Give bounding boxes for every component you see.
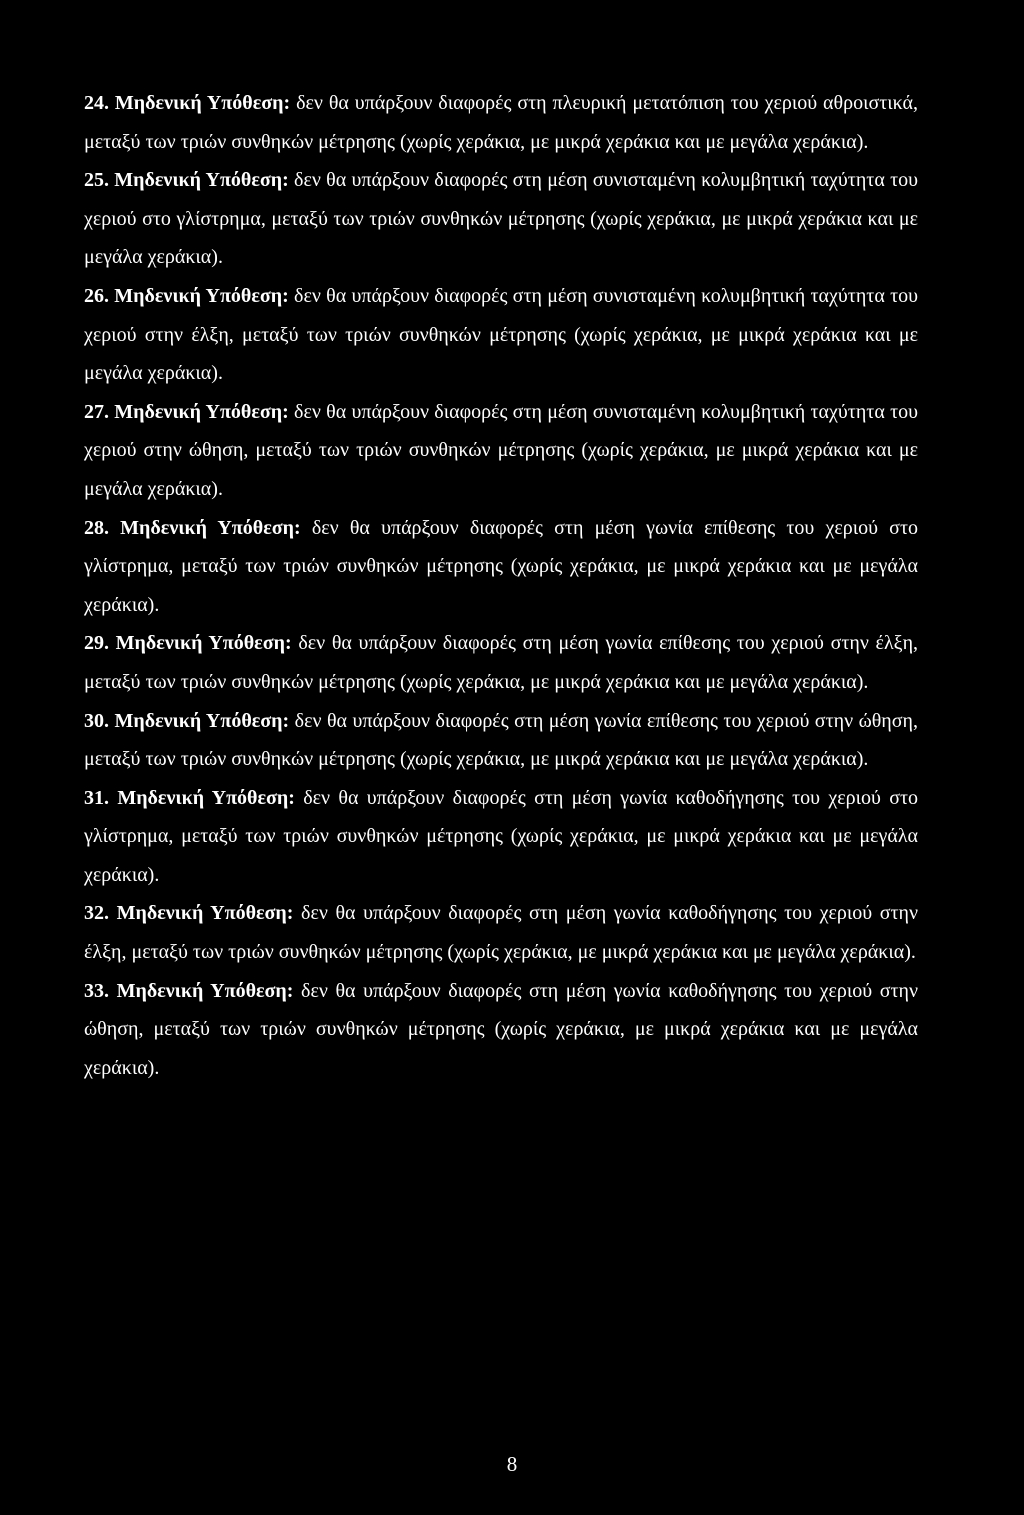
hypothesis-item <box>84 277 918 393</box>
hypothesis-label: Μηδενική Υπόθεση: <box>114 92 291 114</box>
hypothesis-text: δεν θα υπάρξουν διαφορές στη πλευρική μετατόπιση του χεριού αθροιστικά, μεταξύ των τριών συνθηκών μέτρησης (χωρίς χεράκια, με μικρά χεράκια και με μεγάλα χεράκια). <box>84 92 919 153</box>
hypothesis-label: Μηδενική Υπόθεση: <box>114 400 289 423</box>
hypothesis-label: Μηδενική Υπόθεση: <box>116 902 294 925</box>
hypothesis-item <box>84 624 918 701</box>
hypothesis-label: Μηδενική Υπόθεση: <box>116 979 294 1002</box>
hypothesis-label: Μηδενική Υπόθεση: <box>117 786 295 809</box>
hypothesis-number: 32. <box>84 902 109 925</box>
hypothesis-number: 25. <box>84 169 109 192</box>
hypothesis-number: 28. <box>84 516 109 539</box>
hypothesis-text: δεν θα υπάρξουν διαφορές στη μέση γωνία επίθεσης του χεριού στην ώθηση, μεταξύ των τριών συνθηκών μέτρησης (χωρίς χεράκια, με μικρά χεράκια και με μεγάλα χεράκια). <box>84 709 919 771</box>
hypothesis-item <box>84 84 918 161</box>
hypothesis-text: δεν θα υπάρξουν διαφορές στη μέση γωνία επίθεσης του χεριού στην έλξη, μεταξύ των τριών συνθηκών μέτρησης (χωρίς χεράκια, με μικρά χεράκια και με μεγάλα χεράκια). <box>84 632 919 693</box>
hypothesis-number: 29. <box>84 632 109 655</box>
hypothesis-label: Μηδενική Υπόθεση: <box>115 632 292 655</box>
hypothesis-label: Μηδενική Υπόθεση: <box>114 709 290 732</box>
hypothesis-label: Μηδενική Υπόθεση: <box>120 516 301 539</box>
hypothesis-text: δεν θα υπάρξουν διαφορές στη μέση γωνία καθοδήγησης του χεριού στην ώθηση, μεταξύ των τριών συνθηκών μέτρησης (χωρίς χεράκια, με μικρά χεράκια και με μεγάλα χεράκια). <box>84 979 919 1079</box>
hypothesis-text: δεν θα υπάρξουν διαφορές στη μέση συνισταμένη κολυμβητική ταχύτητα του χεριού στο γλίστρημα, μεταξύ των τριών συνθηκών μέτρησης (χωρίς χεράκια, με μικρά χεράκια και με μεγάλα χεράκια). <box>84 169 919 269</box>
null-hypotheses-list <box>84 84 918 1087</box>
hypothesis-item <box>84 894 918 971</box>
hypothesis-label: Μηδενική Υπόθεση: <box>114 284 289 307</box>
hypothesis-text: δεν θα υπάρξουν διαφορές στη μέση συνισταμένη κολυμβητική ταχύτητα του χεριού στην έλξη, μεταξύ των τριών συνθηκών μέτρησης (χωρίς χεράκια, με μικρά χεράκια και με μεγάλα χεράκια). <box>84 284 919 385</box>
hypothesis-number: 31. <box>84 786 109 809</box>
hypothesis-item <box>84 393 918 509</box>
hypothesis-text: δεν θα υπάρξουν διαφορές στη μέση συνισταμένη κολυμβητική ταχύτητα του χεριού στην ώθηση, μεταξύ των τριών συνθηκών μέτρησης (χωρίς χεράκια, με μικρά χεράκια και με μεγάλα χεράκια). <box>84 400 919 500</box>
hypothesis-text: δεν θα υπάρξουν διαφορές στη μέση γωνία επίθεσης του χεριού στο γλίστρημα, μεταξύ των τριών συνθηκών μέτρησης (χωρίς χεράκια, με μικρά χεράκια και με μεγάλα χεράκια). <box>84 516 919 616</box>
hypothesis-item <box>84 779 918 895</box>
hypothesis-item <box>84 702 918 779</box>
hypothesis-number: 26. <box>84 284 109 307</box>
hypothesis-number: 33. <box>84 979 109 1002</box>
hypothesis-item <box>84 161 918 277</box>
hypothesis-label: Μηδενική Υπόθεση: <box>114 169 289 192</box>
hypothesis-item <box>84 509 918 625</box>
hypothesis-number: 24. <box>84 92 109 114</box>
hypothesis-text: δεν θα υπάρξουν διαφορές στη μέση γωνία καθοδήγησης του χεριού στο γλίστρημα, μεταξύ των τριών συνθηκών μέτρησης (χωρίς χεράκια, με μικρά χεράκια και με μεγάλα χεράκια). <box>84 786 919 886</box>
hypothesis-item <box>84 972 918 1088</box>
hypothesis-text: δεν θα υπάρξουν διαφορές στη μέση γωνία καθοδήγησης του χεριού στην έλξη, μεταξύ των τριών συνθηκών μέτρησης (χωρίς χεράκια, με μικρά χεράκια και με μεγάλα χεράκια). <box>84 902 919 964</box>
hypothesis-number: 27. <box>84 400 109 423</box>
page-number: 8 <box>506 1452 518 1476</box>
hypothesis-number: 30. <box>84 709 109 732</box>
